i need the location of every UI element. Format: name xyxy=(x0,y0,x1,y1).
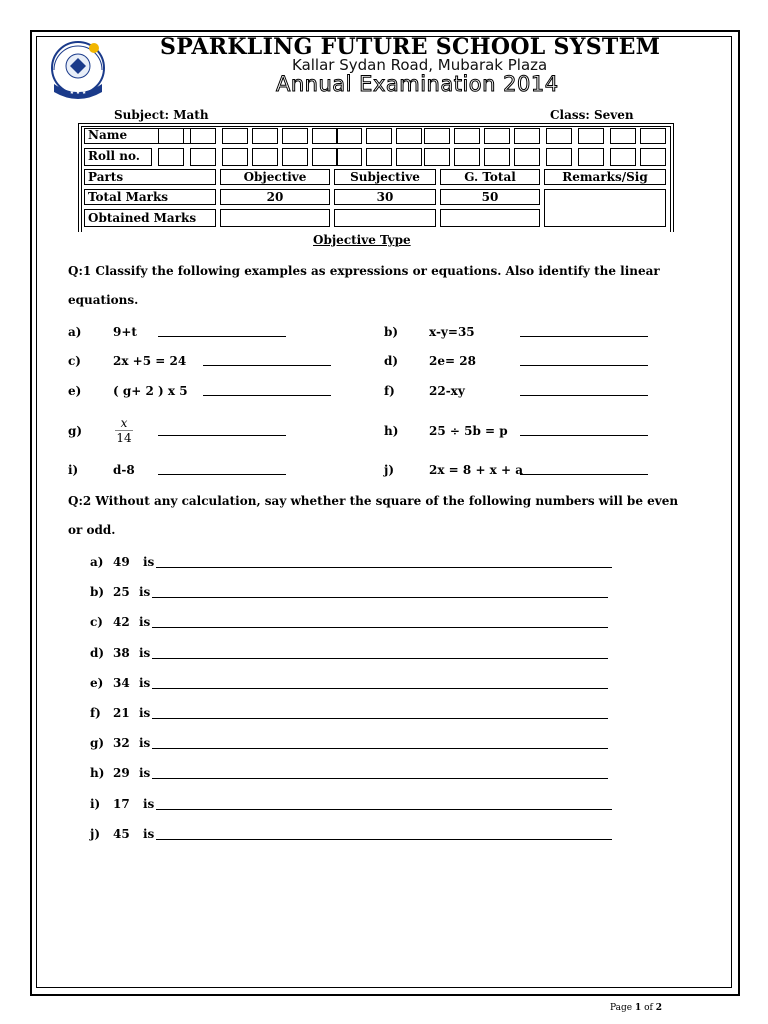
q1-item-label: j) xyxy=(384,463,395,477)
q2-item-number: 38 xyxy=(113,646,130,660)
q2-item-label: f) xyxy=(90,706,101,720)
name-char-box[interactable] xyxy=(484,128,510,144)
q1-item-label: g) xyxy=(68,424,83,438)
fraction-numerator: x xyxy=(120,416,128,430)
name-label: Name xyxy=(88,128,128,142)
parts-label: Parts xyxy=(88,170,124,184)
fraction-denominator: 14 xyxy=(116,431,132,445)
q2-item-label: e) xyxy=(90,676,104,690)
remarks-header: Remarks/Sig xyxy=(562,170,648,184)
q2-answer-line[interactable] xyxy=(152,688,608,689)
q2-item-label: g) xyxy=(90,736,105,750)
q1-item-label: h) xyxy=(384,424,399,438)
q1-answer-line[interactable] xyxy=(203,395,331,396)
q2-answer-line[interactable] xyxy=(152,778,608,779)
roll-char-box[interactable] xyxy=(336,148,362,166)
q1-answer-line[interactable] xyxy=(158,336,286,337)
q1-item-label: c) xyxy=(68,354,81,368)
q1-item-label: i) xyxy=(68,463,79,477)
q1-answer-line[interactable] xyxy=(520,474,648,475)
name-char-box[interactable] xyxy=(610,128,636,144)
roll-char-box[interactable] xyxy=(514,148,540,166)
q2-item-label: b) xyxy=(90,585,105,599)
roll-char-box[interactable] xyxy=(396,148,422,166)
q1-item-expression: 2x = 8 + x + a xyxy=(429,463,524,477)
q1-item-expression: d-8 xyxy=(113,463,135,477)
q1-item-expression: 2e= 28 xyxy=(429,354,476,368)
gtotal-total: 50 xyxy=(481,190,499,204)
q1-item-label: d) xyxy=(384,354,399,368)
q2-item-number: 34 xyxy=(113,676,130,690)
remarks-signature-box[interactable] xyxy=(544,189,666,227)
q2-item-label: h) xyxy=(90,766,105,780)
class-label: Class: Seven xyxy=(550,108,634,122)
q2-answer-line[interactable] xyxy=(152,748,608,749)
roll-char-box[interactable] xyxy=(578,148,604,166)
q2-item-is: is xyxy=(139,676,151,690)
roll-label: Roll no. xyxy=(88,149,140,163)
name-char-box[interactable] xyxy=(190,128,216,144)
objective-obtained-box[interactable] xyxy=(220,209,330,227)
roll-char-box[interactable] xyxy=(282,148,308,166)
roll-char-box[interactable] xyxy=(312,148,338,166)
name-char-box[interactable] xyxy=(424,128,450,144)
q2-item-number: 17 xyxy=(113,797,130,811)
roll-char-box[interactable] xyxy=(158,148,184,166)
q1-answer-line[interactable] xyxy=(158,435,286,436)
page-prefix: Page xyxy=(610,1003,633,1013)
subjective-header: Subjective xyxy=(350,170,420,184)
roll-char-box[interactable] xyxy=(610,148,636,166)
q1-item-expression: 2x +5 = 24 xyxy=(113,354,187,368)
subjective-total: 30 xyxy=(376,190,394,204)
q2-item-number: 49 xyxy=(113,555,130,569)
q2-item-label: j) xyxy=(90,827,101,841)
q2-item-is: is xyxy=(139,646,151,660)
name-char-box[interactable] xyxy=(514,128,540,144)
name-char-box[interactable] xyxy=(578,128,604,144)
q1-item-label: a) xyxy=(68,325,82,339)
objective-header: Objective xyxy=(243,170,307,184)
q2-item-is: is xyxy=(143,555,155,569)
page-footer xyxy=(610,1003,662,1013)
q2-text-line2: or odd. xyxy=(68,523,116,537)
roll-char-box[interactable] xyxy=(546,148,572,166)
q2-item-is: is xyxy=(139,766,151,780)
subject-label: Subject: Math xyxy=(114,108,209,122)
q1-answer-line[interactable] xyxy=(520,435,648,436)
name-char-box[interactable] xyxy=(252,128,278,144)
q2-answer-line[interactable] xyxy=(156,567,612,568)
roll-char-box[interactable] xyxy=(640,148,666,166)
roll-char-box[interactable] xyxy=(222,148,248,166)
name-char-box[interactable] xyxy=(222,128,248,144)
page-of: of xyxy=(644,1003,653,1013)
q2-item-is: is xyxy=(139,585,151,599)
q1-answer-line[interactable] xyxy=(203,365,331,366)
q2-item-is: is xyxy=(139,615,151,629)
q1-item-label: e) xyxy=(68,384,82,398)
q1-text-line1: Q:1 Classify the following examples as expressions or equations. Also identify the linear xyxy=(68,264,660,278)
q1-item-expression: 22-xy xyxy=(429,384,465,398)
name-char-box[interactable] xyxy=(454,128,480,144)
roll-char-box[interactable] xyxy=(252,148,278,166)
q1-item-expression: 9+t xyxy=(113,325,137,339)
svg-text:★ ★ ★: ★ ★ ★ xyxy=(69,90,87,96)
q2-item-label: c) xyxy=(90,615,103,629)
exam-title: Annual Examination 2014 xyxy=(276,72,559,96)
obtained-label: Obtained Marks xyxy=(88,211,197,225)
school-address: Kallar Sydan Road, Mubarak Plaza xyxy=(292,56,548,74)
q1-text-line2: equations. xyxy=(68,293,139,307)
q2-item-number: 29 xyxy=(113,766,130,780)
q2-item-is: is xyxy=(139,706,151,720)
q2-item-is: is xyxy=(143,797,155,811)
q1-answer-line[interactable] xyxy=(520,395,648,396)
q2-item-number: 25 xyxy=(113,585,130,599)
name-char-box[interactable] xyxy=(396,128,422,144)
q2-item-number: 32 xyxy=(113,736,130,750)
section-title: Objective Type xyxy=(313,233,411,247)
q1-answer-line[interactable] xyxy=(520,336,648,337)
q2-item-is: is xyxy=(143,827,155,841)
name-char-box[interactable] xyxy=(640,128,666,144)
q2-answer-line[interactable] xyxy=(156,839,612,840)
q2-item-label: d) xyxy=(90,646,105,660)
objective-total: 20 xyxy=(266,190,284,204)
q1-item-expression: 25 ÷ 5b = p xyxy=(429,424,508,438)
name-char-box[interactable] xyxy=(366,128,392,144)
fraction-x-over-14 xyxy=(114,416,134,445)
name-char-box[interactable] xyxy=(336,128,362,144)
total-label: Total Marks xyxy=(88,190,169,204)
q2-item-number: 42 xyxy=(113,615,130,629)
roll-char-box[interactable] xyxy=(454,148,480,166)
page-total: 2 xyxy=(655,1003,663,1013)
q2-answer-line[interactable] xyxy=(156,809,612,810)
name-char-box[interactable] xyxy=(282,128,308,144)
name-char-box[interactable] xyxy=(312,128,338,144)
q1-item-expression: x-y=35 xyxy=(429,325,475,339)
roll-char-box[interactable] xyxy=(484,148,510,166)
q2-item-number: 45 xyxy=(113,827,130,841)
q2-answer-line[interactable] xyxy=(152,597,608,598)
q2-item-is: is xyxy=(139,736,151,750)
gtotal-header: G. Total xyxy=(464,170,516,184)
roll-char-box[interactable] xyxy=(190,148,216,166)
q1-item-label: f) xyxy=(384,384,395,398)
school-logo xyxy=(46,36,110,104)
q1-item-expression: ( g+ 2 ) x 5 xyxy=(113,384,188,398)
roll-char-box[interactable] xyxy=(424,148,450,166)
q1-answer-line[interactable] xyxy=(158,474,286,475)
name-char-box[interactable] xyxy=(546,128,572,144)
q2-item-number: 21 xyxy=(113,706,130,720)
school-name: SPARKLING FUTURE SCHOOL SYSTEM xyxy=(160,34,661,60)
q2-answer-line[interactable] xyxy=(152,658,608,659)
q2-answer-line[interactable] xyxy=(152,627,608,628)
q2-text-line1: Q:2 Without any calculation, say whether the square of the following numbers will be even xyxy=(68,494,679,508)
q2-item-label: a) xyxy=(90,555,104,569)
q1-answer-line[interactable] xyxy=(520,365,648,366)
q1-item-label: b) xyxy=(384,325,399,339)
q2-answer-line[interactable] xyxy=(152,718,608,719)
roll-char-box[interactable] xyxy=(366,148,392,166)
gtotal-obtained-box[interactable] xyxy=(440,209,540,227)
name-char-box[interactable] xyxy=(158,128,184,144)
page-number: 1 xyxy=(634,1003,642,1013)
subjective-obtained-box[interactable] xyxy=(334,209,436,227)
q2-item-label: i) xyxy=(90,797,101,811)
